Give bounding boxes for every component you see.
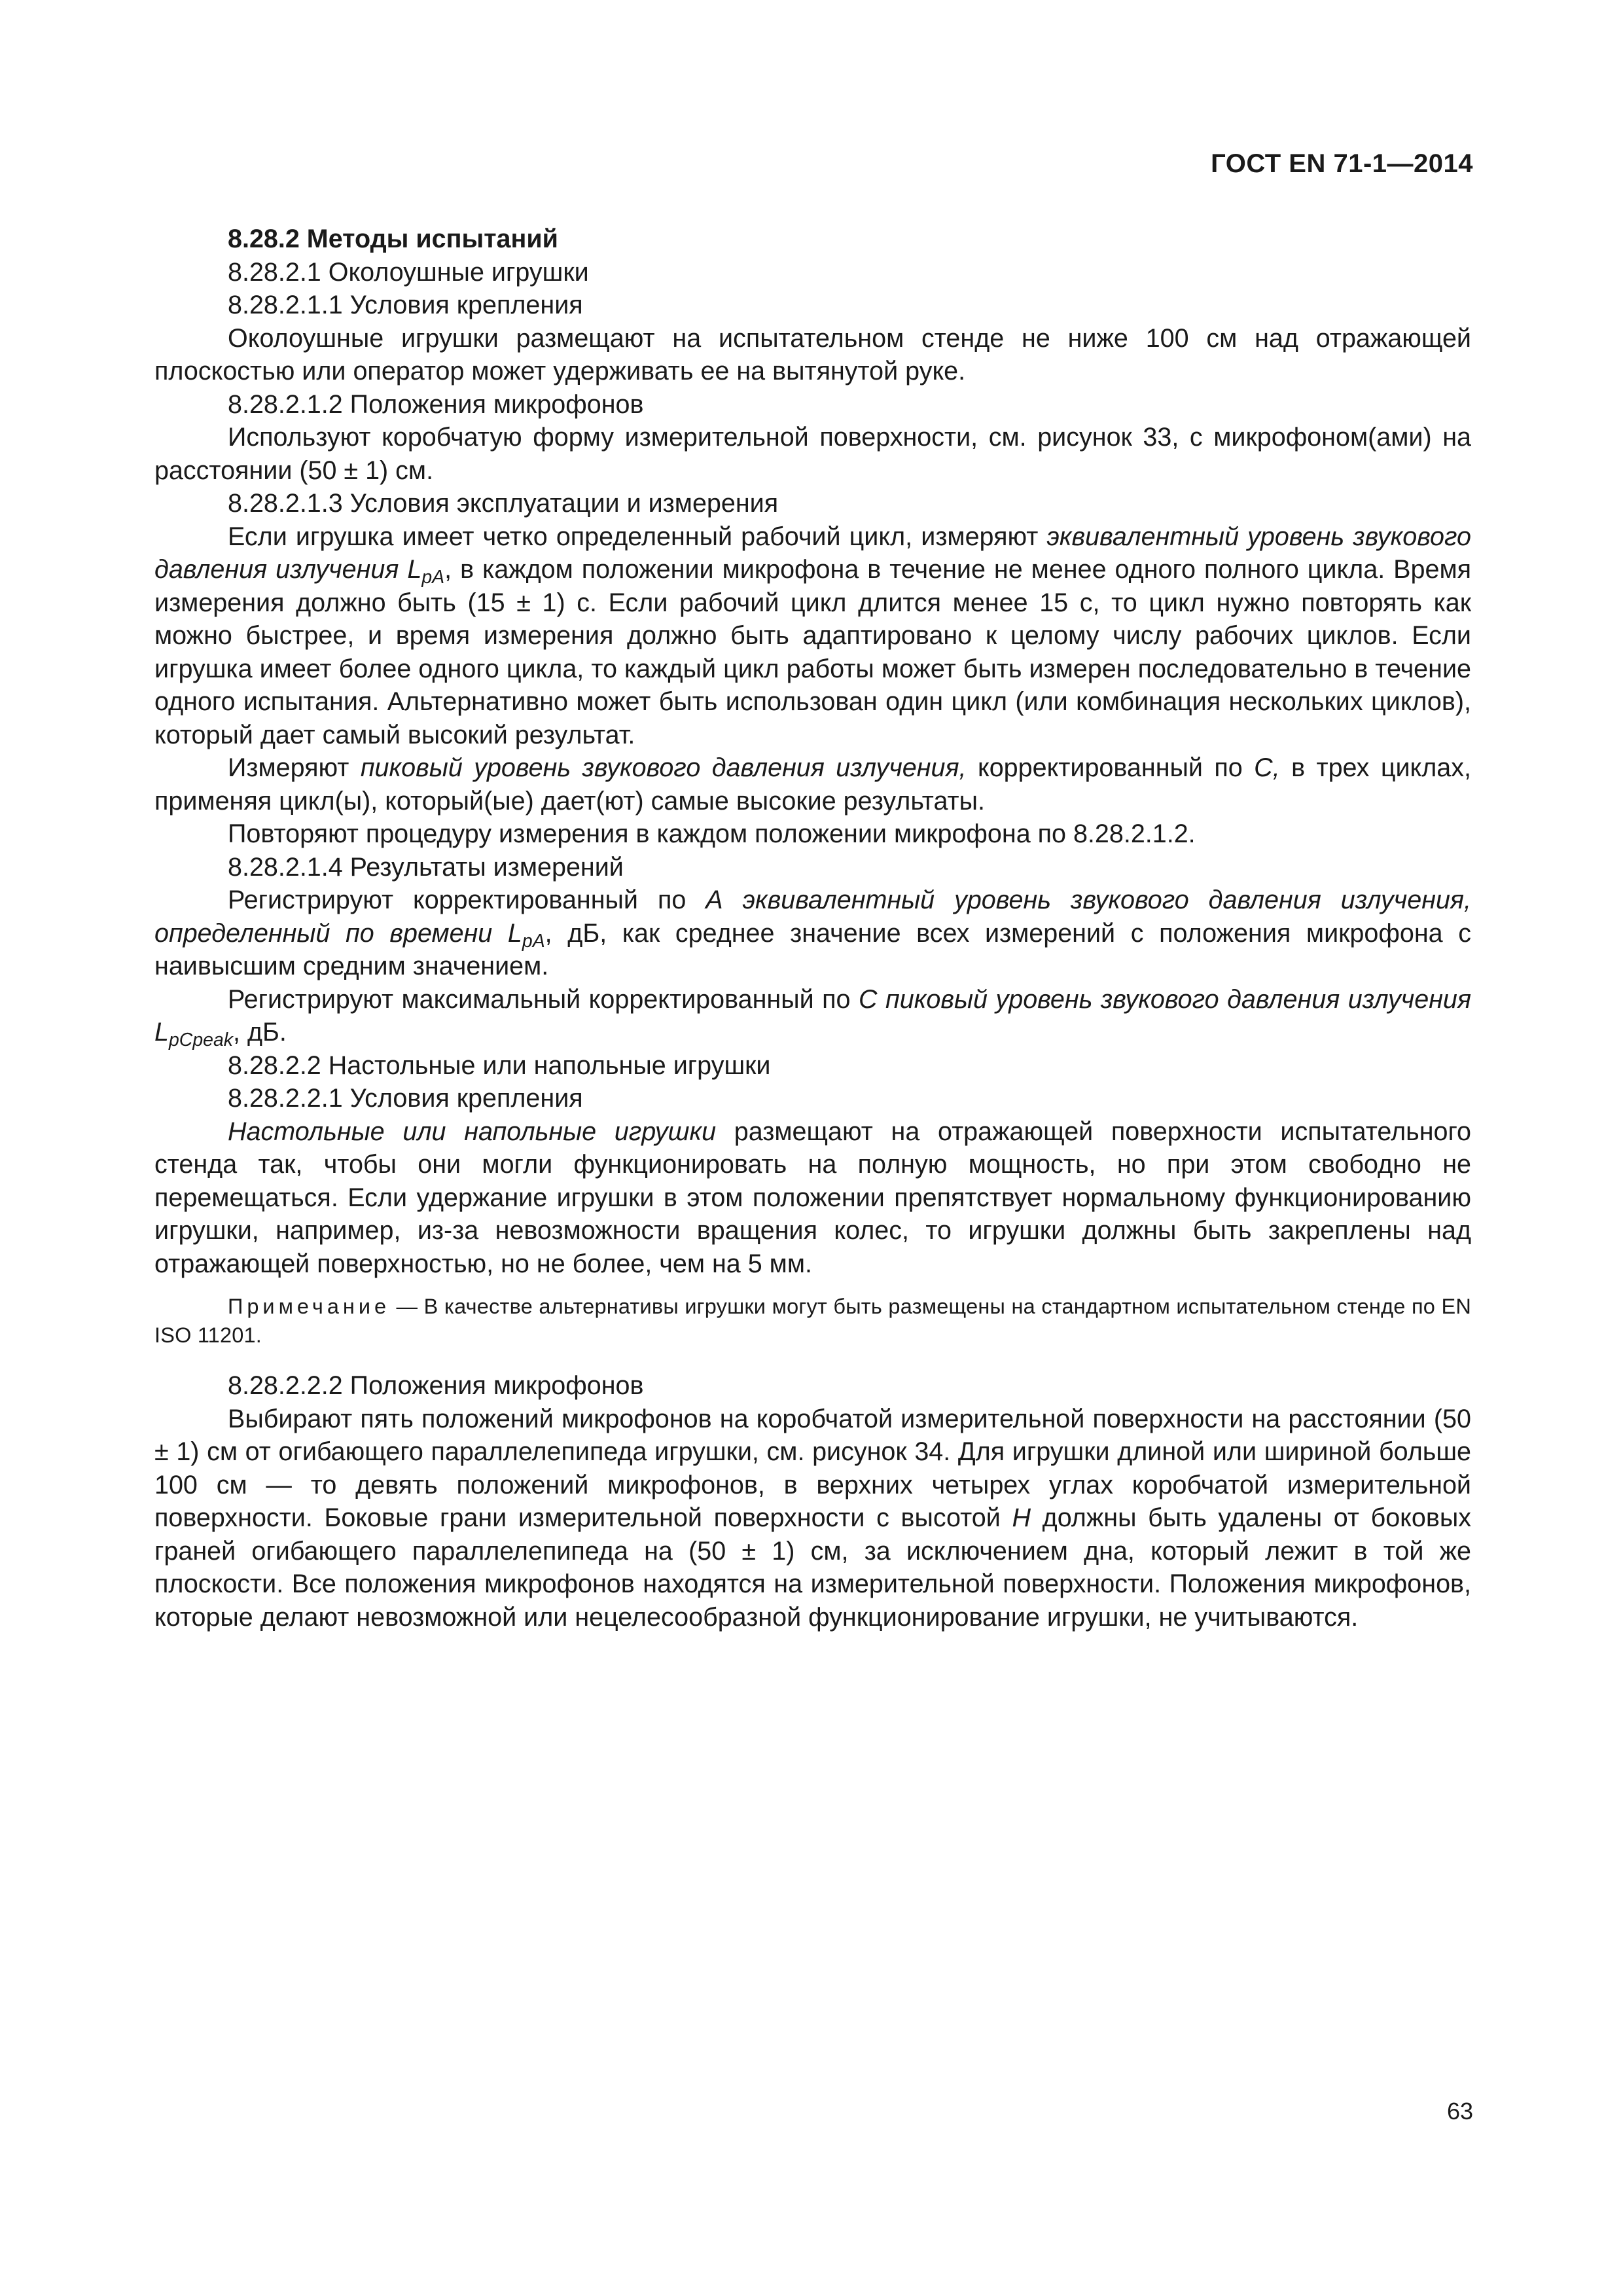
section-heading-8-28-2-2: 8.28.2.2 Настольные или напольные игрушки — [228, 1050, 771, 1080]
italic-term: С пиковый уровень звукового давления излучения L — [154, 984, 1471, 1047]
text-run: Если игрушка имеет четко определенный рабочий цикл, измеряют — [228, 522, 1047, 551]
paragraph-mounting-ear-toys: Околоушные игрушки размещают на испытательном стенде не ниже 100 см над отражающей плоскостью или оператор может удерживать ее на вытянутой руке. — [154, 323, 1471, 386]
document-standard-header: ГОСТ EN 71-1—2014 — [1211, 149, 1473, 178]
paragraph-register-peak — [154, 983, 1471, 1049]
paragraph-microphone-positions: Используют коробчатую форму измерительной поверхности, см. рисунок 33, с микрофоном(ами) на расстоянии (50 ± 1) см. — [154, 423, 1471, 485]
italic-term: А эквивалентный уровень звукового давления излучения, определенный по времени L — [154, 886, 1471, 948]
paragraph-repeat-procedure: Повторяют процедуру измерения в каждом положении микрофона по 8.28.2.1.2. — [228, 819, 1196, 848]
text-run: , дБ. — [233, 1018, 287, 1047]
subscript: pA — [522, 930, 545, 952]
text-run: , в каждом положении микрофона в течение не менее одного полного цикла. Время измерения должно быть (15 ± 1) с. Если рабочий цикл длится менее 15 с, то цикл нужно повторять как можно быстрее, и время измерения должно быть адаптировано к целому числу рабочих циклов. Если игрушка имеет более одного цикла, то каждый цикл работы может быть измерен последовательно в течение одного испытания. Альтернативно может быть использован один цикл (или комбинация нескольких циклов), который дает самый высокий результат. — [154, 555, 1471, 749]
italic-term: пиковый уровень звукового давления излучения, — [360, 753, 967, 782]
section-heading-8-28-2-1-4: 8.28.2.1.4 Результаты измерений — [228, 852, 624, 882]
italic-term: Н — [1012, 1503, 1031, 1532]
section-heading-8-28-2-1-1: 8.28.2.1.1 Условия крепления — [228, 291, 583, 319]
section-heading-8-28-2-1-3: 8.28.2.1.3 Условия эксплуатации и измерения — [228, 489, 779, 518]
document-body — [154, 223, 1471, 1634]
text-run: Измеряют — [228, 753, 361, 782]
text-run: корректированный по — [966, 753, 1255, 782]
section-heading-8-28-2-1-2: 8.28.2.1.2 Положения микрофонов — [228, 389, 644, 419]
text-run: размещают на отражающей поверхности испытательного стенда так, чтобы они могли функционировать на полную мощность, но при этом свободно не перемещаться. Если удержание игрушки в этом положении препятствует нормальному функционированию игрушки, например, из-за невозможности вращения колес, то игрушки должны быть закреплены над отражающей поверхностью, но не более, чем на 5 мм. — [154, 1117, 1471, 1278]
italic-term: эквивалентный уровень звукового давления излучения L — [154, 522, 1471, 584]
note-text: — В качестве альтернативы игрушки могут быть размещены на стандартном испытательном стенде по EN ISO 11201. — [154, 1295, 1471, 1347]
subscript: pA — [421, 566, 445, 588]
paragraph-table-floor-toys — [154, 1115, 1471, 1281]
paragraph-register-equivalent — [154, 884, 1471, 983]
paragraph-peak-level — [154, 751, 1471, 817]
note — [154, 1292, 1471, 1350]
italic-term: С, — [1254, 753, 1280, 782]
paragraph-operating-conditions — [154, 520, 1471, 752]
note-label: Примечание — [228, 1295, 391, 1318]
paragraph-five-microphone-positions — [154, 1403, 1471, 1634]
section-heading-8-28-2-2-1: 8.28.2.2.1 Условия крепления — [228, 1084, 583, 1113]
page-number: 63 — [1446, 2098, 1473, 2125]
section-heading-8-28-2: 8.28.2 Методы испытаний — [228, 224, 558, 253]
text-run: должны быть удалены от боковых граней огибающего параллелепипеда на (50 ± 1) см, за исключением дна, который лежит в той же плоскости. Все положения микрофонов находятся на измерительной поверхности. Положения микрофонов, которые делают невозможной или нецелесообразной функционирование игрушки, не учитываются. — [154, 1503, 1471, 1632]
section-heading-8-28-2-2-2: 8.28.2.2.2 Положения микрофонов — [228, 1371, 644, 1400]
text-run: Регистрируют корректированный по — [228, 886, 706, 914]
text-run: , дБ, как среднее значение всех измерений с положения микрофона с наивысшим средним значением. — [154, 918, 1471, 980]
text-run: в трех циклах, применяя цикл(ы), который(ые) дает(ют) самые высокие результаты. — [154, 753, 1471, 816]
subscript: pCpeak — [168, 1029, 233, 1050]
italic-term: Настольные или напольные игрушки — [228, 1117, 717, 1146]
section-heading-8-28-2-1: 8.28.2.1 Околоушные игрушки — [228, 257, 589, 287]
text-run: Выбирают пять положений микрофонов на коробчатой измерительной поверхности на расстоянии (50 ± 1) см от огибающего параллелепипеда игрушки, см. рисунок 34. Для игрушки длиной или шириной больше 100 см — то девять положений микрофонов, в верхних четырех углах коробчатой измерительной поверхности. Боковые грани измерительной поверхности с высотой — [154, 1404, 1471, 1532]
text-run: Регистрируют максимальный корректированный по — [228, 984, 859, 1014]
